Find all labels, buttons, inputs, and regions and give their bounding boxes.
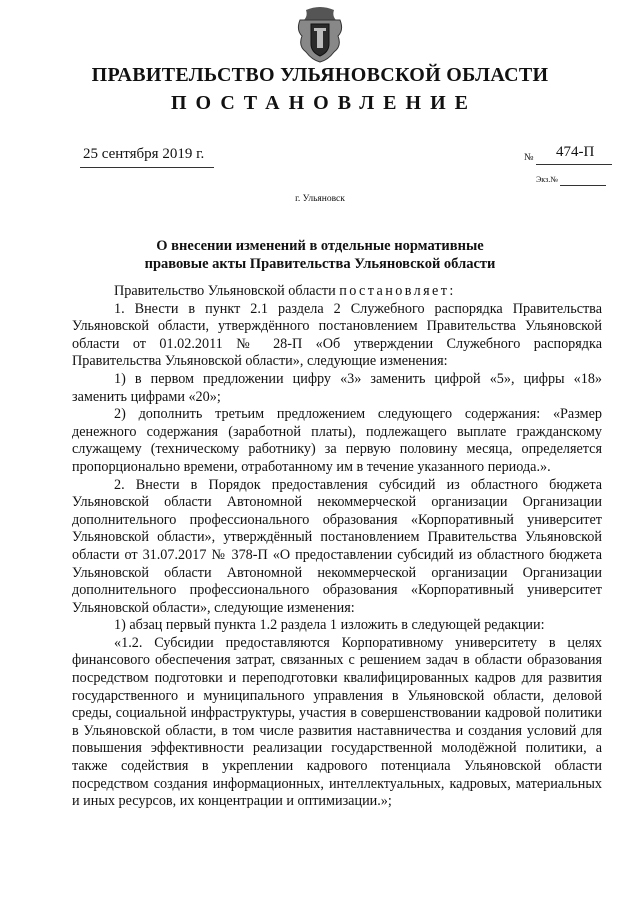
document-body bbox=[72, 283, 602, 811]
intro-prefix: Правительство Ульяновской области bbox=[114, 283, 336, 299]
paragraph-1-item-1: 1) в первом предложении цифру «3» заменить цифрой «5», цифры «18» заменить цифрами «20»; bbox=[72, 370, 602, 405]
paragraph-2-item-1: 1) абзац первый пункта 1.2 раздела 1 изложить в следующей редакции: bbox=[114, 617, 545, 634]
document-title bbox=[120, 237, 520, 273]
paragraph-1-item-2: 2) дополнить третьим предложением следующего содержания: «Размер денежного содержания (заработной платы), подлежащего выплате гражданскому служащему (техническому работнику) за первую половину месяца, определяется пропорционально времени, отработанному им в течение указанного периода.». bbox=[72, 406, 602, 475]
document-number: 474-П bbox=[556, 144, 595, 160]
number-underline bbox=[536, 164, 612, 165]
paragraph-2: 2. Внести в Порядок предоставления субсидий из областного бюджета Ульяновской области Автономной некоммерческой организации Организации дополнительного профессионального образования «Корпоративный университет Ульяновской области», утверждённый постановлением Правительства Ульяновской области от 31.07.2017 № 378-П «О предоставлении субсидий из областного бюджета Ульяновской области Автономной некоммерческой организации Организации дополнительного профессионального образования «Корпоративный университет Ульяновской области», следующие изменения: bbox=[72, 476, 602, 616]
copy-underline bbox=[560, 185, 606, 186]
city: г. Ульяновск bbox=[295, 194, 345, 204]
intro-paragraph bbox=[72, 283, 602, 301]
intro-resolves: постановляет: bbox=[339, 283, 456, 299]
date-underline bbox=[80, 167, 214, 168]
document-type: ПОСТАНОВЛЕНИЕ bbox=[171, 92, 477, 114]
document-date: 25 сентября 2019 г. bbox=[83, 146, 205, 162]
copy-label: Экз.№ bbox=[536, 175, 558, 184]
title-line-2: правовые акты Правительства Ульяновской области bbox=[144, 256, 496, 272]
title-line-1: О внесении изменений в отдельные нормативные bbox=[156, 238, 484, 254]
coat-of-arms-emblem bbox=[296, 6, 344, 64]
organization-name: ПРАВИТЕЛЬСТВО УЛЬЯНОВСКОЙ ОБЛАСТИ bbox=[91, 64, 549, 86]
paragraph-2-quote: «1.2. Субсидии предоставляются Корпоративному университету в целях финансового обеспечения затрат, связанных с решением задач в области образования посредством подготовки и переподготовки квалифицированных кадров для развития государственного и муниципального управления в Ульяновской области, деловой среды, социальной инфраструктуры, участия в совершенствовании кадровой политики в Ульяновской области, в том числе развития наставничества и создания условий для повышения эффективности реализации государственной молодёжной политики, а также содействия в укреплении кадрового потенциала Ульяновской области посредством создания информационных, интеллектуальных, кадровых, материальных и иных ресурсов, их концентрации и оптимизации.»; bbox=[72, 634, 602, 810]
paragraph-1: 1. Внести в пункт 2.1 раздела 2 Служебного распорядка Правительства Ульяновской области, утверждённого постановлением Правительства Ульяновской области от 01.02.2011 № 28-П «Об утверждении Служебного распорядка Правительства Ульяновской области», следующие изменения: bbox=[72, 300, 602, 370]
number-label: № bbox=[524, 152, 534, 163]
